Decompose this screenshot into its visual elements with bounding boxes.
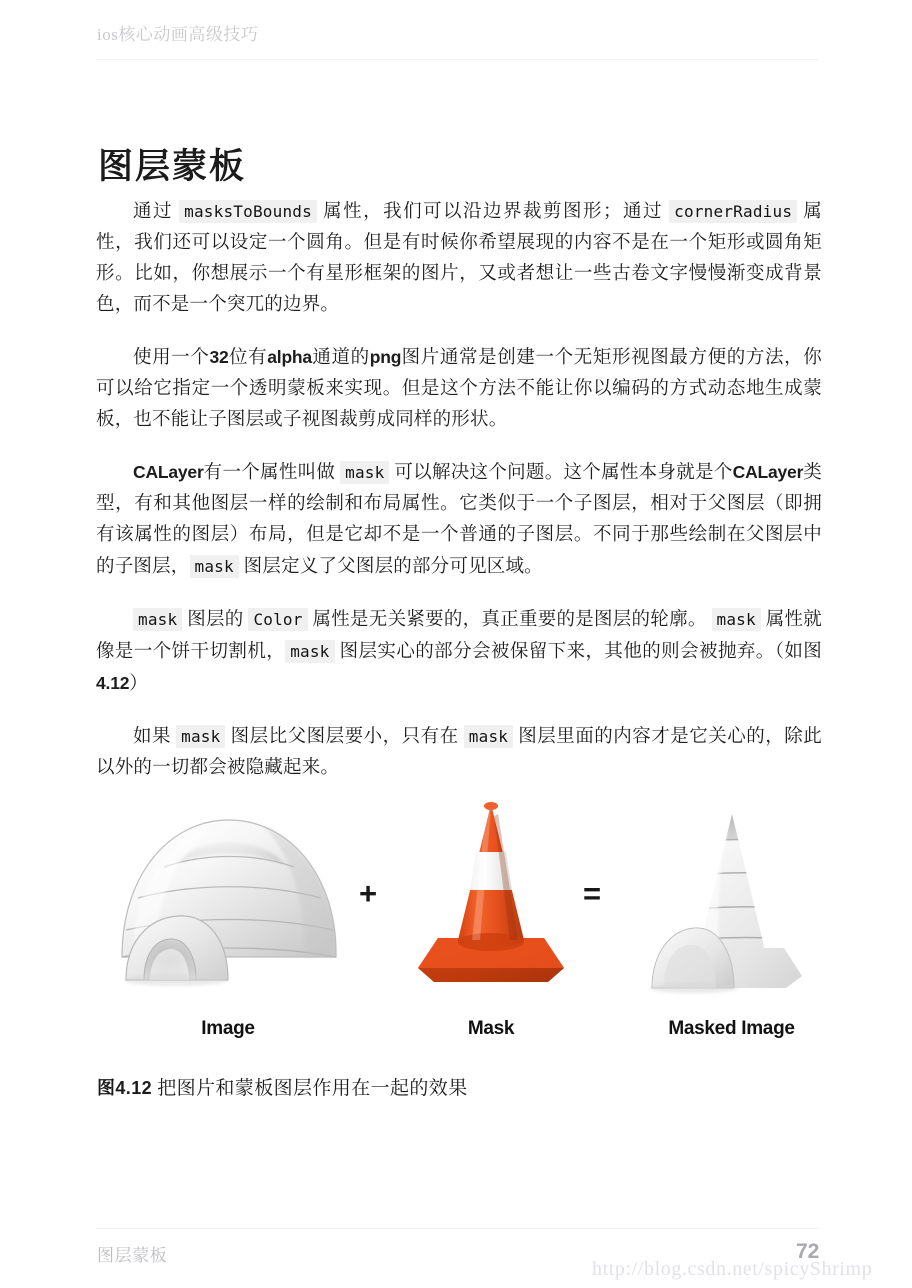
text-fragment: 属性，我们可以沿边界裁剪图形；通过	[316, 202, 670, 222]
code-color: Color	[248, 608, 307, 631]
text-fragment: 图层的	[182, 610, 249, 630]
caption-text: 把图片和蒙板图层作用在一起的效果	[152, 1078, 468, 1099]
paragraph-5	[96, 721, 822, 784]
page-number: 72	[796, 1240, 820, 1263]
footer-section: 图层蒙板	[97, 1246, 168, 1265]
body-content	[96, 196, 822, 784]
text-fragment: 位有	[228, 348, 268, 368]
figure-row	[96, 790, 822, 1005]
cone-base-front	[418, 968, 564, 982]
running-head: ios核心动画高级技巧	[97, 25, 259, 44]
figure-caption	[97, 1074, 468, 1103]
text-fragment: 图层实心的部分会被保留下来，其他的则会被抛弃。（如图	[334, 642, 822, 662]
cone-mask-image	[406, 790, 576, 1005]
result-tunnel-shadow	[650, 983, 738, 993]
text-fragment: 通道的	[311, 348, 370, 368]
label-masked-image: Masked Image	[668, 1018, 795, 1039]
latin-32: 32	[209, 347, 229, 367]
code-mask-3: mask	[133, 608, 182, 631]
latin-figure-ref: 4.12	[96, 673, 130, 693]
code-masks-to-bounds: masksToBounds	[179, 200, 317, 223]
masked-image-icon	[624, 790, 839, 1005]
text-fragment: 图片通常是创建一个无矩形视图最方便的方法，你可以给它指定一个透明蒙板来实现。但是这个方法不能让你以编码的方式动态地生成蒙板，也不能让子图层或子视图裁剪成同样的形状。	[96, 348, 822, 430]
text-fragment: 类型，有和其他图层一样的绘制和布局属性。它类似于一个子图层，相对于父图层（即拥有该属性的图层）布局，但是它却不是一个普通的子图层。不同于那些绘制在父图层中的子图层，	[96, 463, 822, 577]
latin-calayer-1: CALayer	[133, 462, 204, 482]
text-fragment: 如果	[133, 727, 177, 747]
latin-calayer-2: CALayer	[732, 462, 804, 482]
code-mask-4: mask	[712, 608, 761, 631]
plus-operator: +	[359, 876, 378, 911]
text-fragment: 通过	[133, 202, 180, 222]
text-fragment: ）	[129, 674, 148, 694]
text-fragment: 图层定义了父图层的部分可见区域。	[238, 557, 543, 577]
page-title: 图层蒙板	[98, 147, 247, 187]
figure-labels	[96, 1018, 822, 1044]
result-top-shade	[684, 800, 799, 848]
text-fragment: 使用一个	[133, 348, 210, 368]
header-divider	[96, 59, 818, 60]
paragraph-4	[96, 604, 822, 700]
label-mask: Mask	[467, 1018, 515, 1039]
text-fragment: 图层里面的内容才是它关心的，除此以外的一切都会被隐藏起来。	[96, 727, 822, 778]
code-mask-7: mask	[464, 725, 513, 748]
paragraph-2	[96, 342, 822, 436]
latin-alpha: alpha	[267, 347, 312, 367]
code-corner-radius: cornerRadius	[669, 200, 797, 223]
cone-tip	[484, 802, 498, 810]
figure-4-12	[96, 790, 822, 1062]
code-mask-2: mask	[190, 555, 239, 578]
equals-operator: =	[583, 876, 602, 911]
code-mask-6: mask	[176, 725, 225, 748]
text-fragment: 属性是无关紧要的，真正重要的是图层的轮廓。	[307, 610, 712, 630]
text-fragment: 属性，我们还可以设定一个圆角。但是有时候你希望展现的内容不是在一个矩形或圆角矩形。比如，你想展示一个有星形框架的图片，又或者想让一些古卷文字慢慢渐变成背景色，而不是一个突兀的边界。	[96, 202, 822, 315]
masked-result-image	[624, 790, 839, 1005]
result-right-shade	[764, 810, 829, 960]
text-fragment: 图层比父图层要小，只有在	[225, 727, 464, 747]
code-mask-5: mask	[285, 640, 334, 663]
paragraph-3	[96, 457, 822, 583]
caption-number: 图4.12	[97, 1078, 153, 1098]
label-image: Image	[201, 1018, 255, 1039]
paragraph-1	[96, 196, 822, 321]
igloo-image	[104, 790, 352, 1005]
text-fragment: 可以解决这个问题。这个属性本身就是个	[389, 463, 733, 483]
text-fragment: 属性就像是一个饼干切割机，	[96, 610, 822, 662]
footer-divider	[96, 1228, 818, 1229]
code-mask-1: mask	[340, 461, 389, 484]
watermark-url: http://blog.csdn.net/spicyShrimp	[592, 1258, 873, 1280]
igloo-icon	[104, 790, 352, 1005]
latin-png: png	[369, 347, 402, 367]
igloo-tunnel-base-shadow	[124, 974, 228, 986]
traffic-cone-icon	[406, 790, 576, 1005]
text-fragment: 有一个属性叫做	[203, 463, 341, 483]
